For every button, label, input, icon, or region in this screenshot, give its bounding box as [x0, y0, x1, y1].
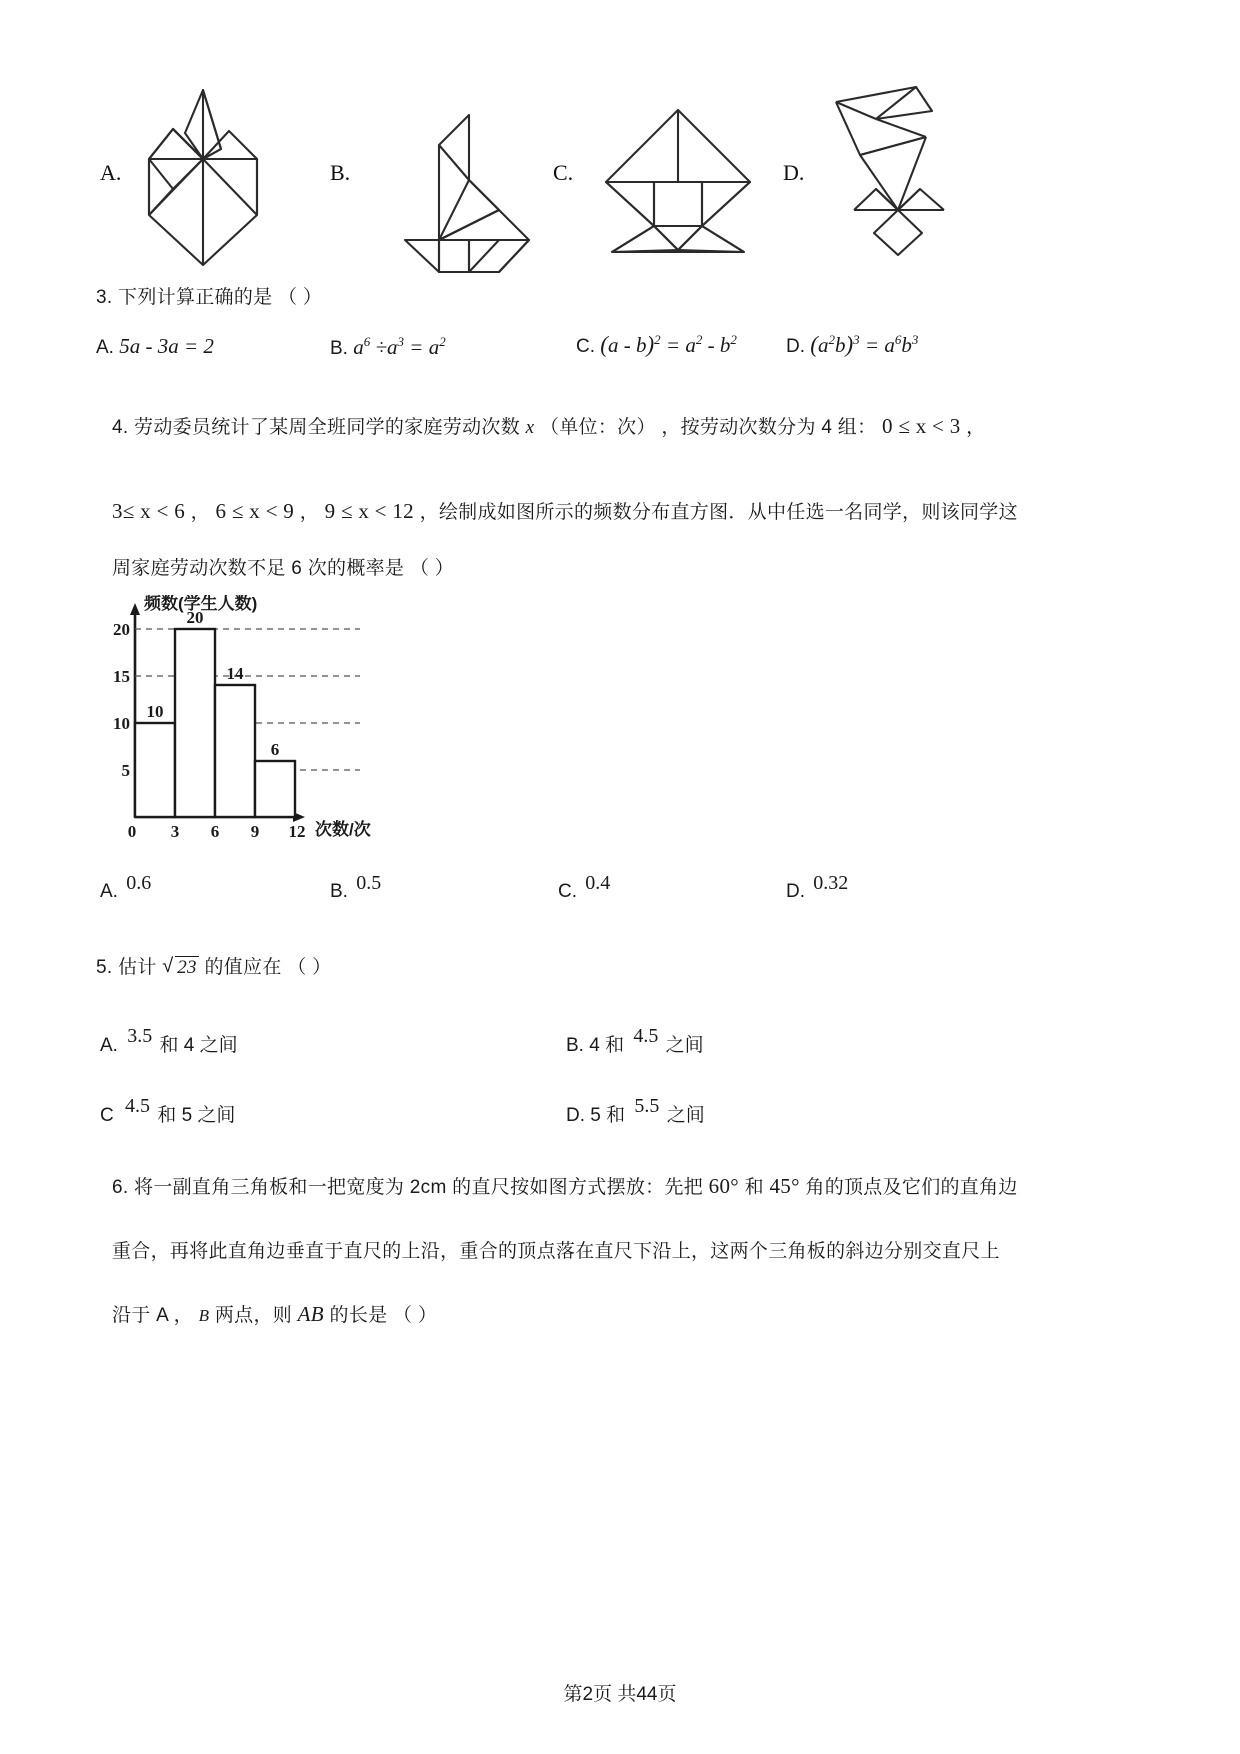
tangram-option-b[interactable]	[325, 55, 565, 275]
tangram-option-c[interactable]	[548, 55, 788, 275]
q6-line3-text-d: 的长是	[329, 1305, 388, 1326]
q5-option-a-value: 3.5	[127, 1025, 153, 1047]
q3-option-d-label: D.	[786, 336, 805, 357]
svg-text:6: 6	[270, 740, 280, 759]
q4-option-a-value: 0.6	[126, 872, 152, 894]
q4-option-d[interactable]	[786, 872, 849, 903]
q5-option-d[interactable]	[566, 1095, 705, 1127]
q4-line3-text: 周家庭劳动次数不足 6 次的概率是	[112, 558, 405, 579]
footer-middle: 页 共	[593, 1684, 637, 1705]
svg-text:15: 15	[113, 667, 130, 686]
q6-angle-60: 60°	[708, 1174, 739, 1198]
tangram-option-a[interactable]	[95, 55, 335, 275]
q4-option-b-value: 0.5	[356, 872, 382, 894]
q4-line1-variable: x	[525, 417, 535, 438]
q6-point-b: B	[198, 1306, 210, 1325]
tangram-options-row	[0, 55, 1240, 275]
page-footer	[0, 1679, 1240, 1706]
q5-radical	[162, 956, 199, 979]
q6-line3-paren: （ ）	[393, 1305, 438, 1326]
q6-angle-45: 45°	[769, 1174, 800, 1198]
x-axis-title: 次数/次	[315, 820, 371, 839]
q4-line1-unit: （单位：次）	[539, 417, 656, 438]
q4-line1-text: 4. 劳动委员统计了某周全班同学的家庭劳动次数	[112, 417, 521, 438]
svg-text:10: 10	[113, 714, 130, 733]
q4-option-c[interactable]	[558, 872, 611, 903]
q4-line2-range-2: 6 ≤ x < 9	[215, 499, 295, 523]
q4-option-b[interactable]	[330, 872, 382, 903]
q4-option-d-label: D.	[786, 881, 805, 902]
q5-option-a-text: 和 4 之间	[159, 1035, 238, 1056]
q3-option-d-expr: $(a^2b)^3 = a^6b^3$	[810, 332, 919, 357]
q3-option-a-expr: 5a - 3a = 2	[119, 334, 214, 358]
bar-3-6	[175, 629, 215, 817]
q5-option-c-value: 4.5	[125, 1095, 151, 1117]
q5-option-b[interactable]	[566, 1025, 704, 1057]
tangram-option-d[interactable]	[778, 55, 1018, 275]
q5-option-b-pre: 4 和	[589, 1035, 625, 1056]
option-label-a: A.	[100, 160, 122, 185]
q3-option-b-label: B.	[330, 338, 348, 359]
bar-6-9	[215, 685, 255, 817]
q5-option-d-value: 5.5	[634, 1095, 660, 1117]
bar-0-3	[135, 723, 175, 817]
q4-line1-groups: ，按劳动次数分为 4 组：	[661, 417, 877, 438]
x-tick-labels	[128, 822, 306, 840]
tangram-gift-shape-icon	[125, 85, 295, 270]
option-label-b: B.	[330, 160, 351, 185]
q3-stem-number: 3.	[96, 287, 113, 308]
q4-option-c-value: 0.4	[585, 872, 611, 894]
q4-option-b-label: B.	[330, 881, 348, 902]
option-label-d: D.	[783, 160, 805, 185]
svg-text:20: 20	[113, 620, 130, 639]
q3-option-a[interactable]	[96, 334, 214, 359]
q5-option-b-text: 之间	[665, 1035, 704, 1056]
footer-page-number: 2	[582, 1684, 594, 1705]
q5-option-c-text: 和 5 之间	[157, 1105, 236, 1126]
q4-option-c-label: C.	[558, 881, 577, 902]
q3-option-b-expr: $a^6 \div a^3 = a^2$	[353, 334, 446, 359]
footer-total-pages: 44	[636, 1684, 658, 1705]
q3-option-c[interactable]	[576, 332, 737, 358]
q5-stem-text-a: 估计	[118, 957, 157, 978]
q5-option-d-label: D.	[566, 1105, 585, 1126]
q4-line2-sep-2: ，	[299, 502, 320, 523]
q5-option-c[interactable]	[100, 1095, 236, 1127]
frequency-histogram	[110, 595, 400, 840]
q5-option-b-label: B.	[566, 1035, 584, 1056]
tangram-rocket-shape-icon	[816, 67, 976, 262]
q4-option-d-value: 0.32	[813, 872, 849, 894]
q5-option-a-label: A.	[100, 1035, 118, 1056]
q4-stem-line-3	[112, 553, 454, 580]
q6-line3-text-c: 两点，则	[214, 1305, 293, 1326]
tangram-pagoda-shape-icon	[588, 100, 773, 265]
q5-option-d-pre: 5 和	[590, 1105, 626, 1126]
q4-option-a[interactable]	[100, 872, 152, 903]
option-label-c: C.	[553, 160, 574, 185]
q4-line1-comma: ，	[966, 417, 986, 438]
q5-option-d-text: 之间	[666, 1105, 705, 1126]
svg-text:10: 10	[146, 702, 164, 721]
q4-stem-line-2	[112, 497, 1018, 524]
q3-option-d[interactable]	[786, 332, 918, 358]
q3-stem	[96, 282, 322, 309]
q5-option-c-label: C	[100, 1105, 114, 1126]
q3-option-b[interactable]	[330, 334, 446, 360]
q4-line2-sep-1: ，	[190, 502, 210, 523]
histogram-svg	[110, 595, 400, 840]
q6-line1-text-c: 角的顶点及它们的直角边	[805, 1177, 1018, 1198]
svg-text:3: 3	[170, 822, 180, 840]
q6-stem-line-2: 重合，再将此直角边垂直于直尺的上沿，重合的顶点落在直尺下沿上，这两个三角板的斜边分别交直尺上	[112, 1241, 1000, 1262]
q3-stem-text: 下列计算正确的是	[118, 287, 273, 308]
q4-line3-paren: （ ）	[409, 558, 455, 579]
svg-text:6: 6	[210, 822, 220, 840]
q3-option-c-label: C.	[576, 336, 595, 357]
svg-text:20: 20	[186, 608, 204, 627]
bar-9-12	[255, 761, 295, 817]
q5-option-b-value: 4.5	[633, 1025, 659, 1047]
q5-radicand: 23	[177, 957, 197, 978]
q4-line2-range-3: 9 ≤ x < 12	[324, 499, 414, 523]
q4-option-a-label: A.	[100, 881, 118, 902]
q5-option-a[interactable]	[100, 1025, 238, 1057]
q4-line1-range-1: 0 ≤ x < 3	[881, 414, 961, 438]
tangram-sailboat-shape-icon	[375, 90, 550, 275]
y-axis-title: 频数(学生人数)	[144, 595, 258, 613]
q6-line1-text-b: 和	[744, 1177, 764, 1198]
q5-stem-paren: （ ）	[287, 957, 332, 978]
q4-line2-range-1: 3≤ x < 6	[112, 499, 186, 523]
footer-prefix: 第	[563, 1684, 583, 1705]
y-axis-arrow	[130, 603, 140, 615]
q4-line2-text: ，绘制成如图所示的频数分布直方图．从中任选一名同学，则该同学这	[419, 502, 1018, 523]
q3-stem-paren: （ ）	[278, 287, 323, 308]
q3-option-a-label: A.	[96, 337, 114, 358]
svg-text:0: 0	[127, 822, 137, 840]
footer-suffix: 页	[657, 1684, 677, 1705]
svg-text:14: 14	[226, 664, 244, 683]
q6-stem-line-1	[112, 1172, 1018, 1199]
svg-text:9: 9	[250, 822, 260, 840]
q6-stem-line-3	[112, 1300, 437, 1327]
q5-stem-text-b: 的值应在	[204, 957, 282, 978]
q4-stem-line-1	[112, 412, 985, 439]
svg-text:5: 5	[121, 761, 130, 780]
q5-stem-number: 5.	[96, 957, 113, 978]
q3-option-c-expr: $(a - b)^2 = a^2 - b^2$	[600, 332, 737, 357]
q6-line3-text-a: 沿于 A ，	[112, 1305, 193, 1326]
q6-line1-text-a: 6. 将一副直角三角板和一把宽度为 2cm 的直尺按如图方式摆放：先把	[112, 1177, 704, 1198]
svg-text:12: 12	[288, 822, 306, 840]
q6-segment-ab: AB	[297, 1302, 324, 1326]
y-tick-labels	[113, 620, 130, 780]
q5-stem	[96, 952, 331, 979]
